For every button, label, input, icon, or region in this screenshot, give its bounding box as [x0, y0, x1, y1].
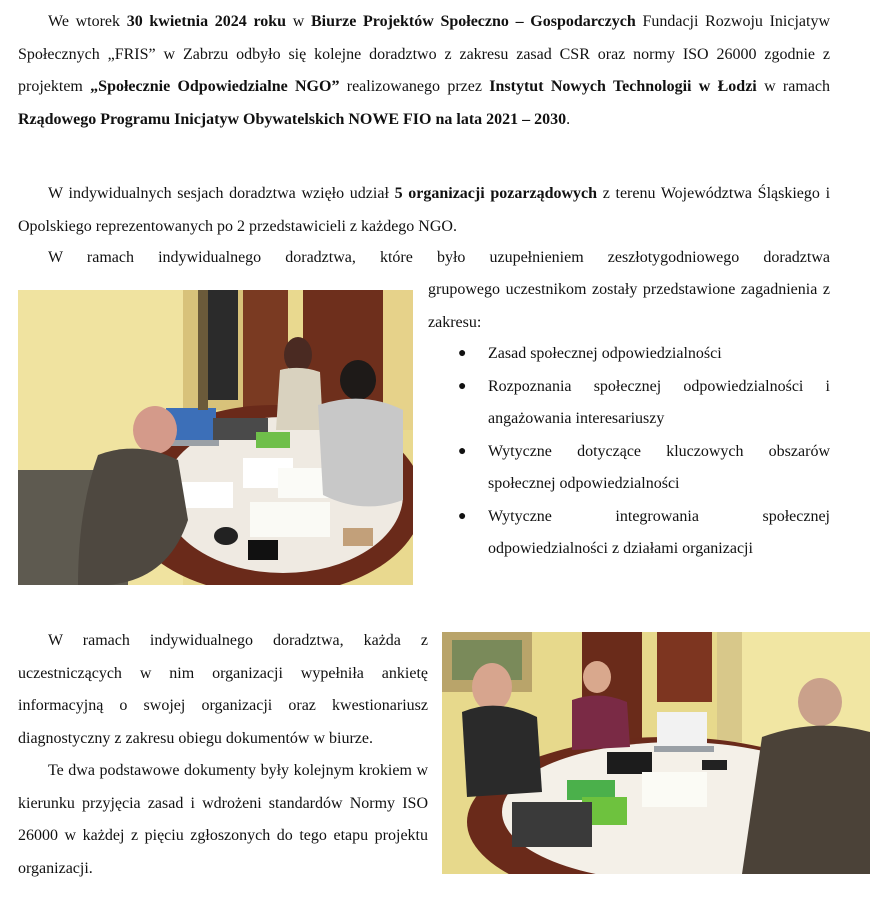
- participants-paragraph: W indywidualnych sesjach doradztwa wzięło udział 5 organizacji pozarządowych z terenu Województwa Śląskiego i Opolskiego reprezentowanych po 2 przedstawicieli z każdego NGO.: [18, 185, 831, 235]
- bullet-icon: ●: [458, 508, 467, 524]
- meeting-photo-2-image: [442, 632, 870, 874]
- topic-item: ● Wytyczne dotyczące kluczowych obszarów społecznej odpowiedzialności: [458, 436, 830, 501]
- topics-intro-line: W ramach indywidualnego doradztwa, które było uzupełnieniem zeszłotygodniowego doradztwa: [48, 249, 830, 266]
- intro-paragraph: We wtorek 30 kwietnia 2024 roku w Biurze Projektów Społeczno – Gospodarczych Fundacji Rozwoju Inicjatyw Społecznych „FRIS” w Zabrzu odbyło się kolejne doradztwo z zakresu zasad CSR oraz normy ISO 26000 zgodnie z projektem „Społecznie Odpowiedzialne NGO” realizowanego przez Instytut Nowych Technologii w Łodzi w ramach Rządowego Programu Inicjatyw Obywatelskich NOWE FIO na lata 2021 – 2030.: [18, 13, 831, 128]
- topics-intro-continuation: grupowego uczestnikom zostały przedstawione zagadnienia z zakresu:: [428, 281, 830, 331]
- meeting-photo-2: [442, 632, 870, 874]
- bullet-icon: ●: [458, 443, 467, 459]
- bullet-icon: ●: [458, 378, 467, 394]
- bullet-icon: ●: [458, 346, 467, 361]
- survey-paragraph: W ramach indywidualnego doradztwa, każda z uczestniczących w nim organizacji wypełniła ankietę informacyjną o swojej organizacji oraz kwestionariusz diagnostyczny z zakresu obiegu dokumentów w biurze.: [18, 632, 428, 747]
- topic-item: ● Zasad społecznej odpowiedzialności: [458, 338, 830, 371]
- meeting-photo-1: [18, 290, 413, 585]
- topics-list: [458, 338, 830, 566]
- topic-item: ● Wytyczne integrowania społecznej odpowiedzialności z działami organizacji: [458, 501, 830, 566]
- next-steps-paragraph: Te dwa podstawowe dokumenty były kolejnym krokiem w kierunku przyjęcia zasad i wdrożeni standardów Normy ISO 26000 w każdej z pięciu zgłoszonych do tego etapu projektu organizacji.: [18, 762, 428, 877]
- topic-item: ● Rozpoznania społecznej odpowiedzialności i angażowania interesariuszy: [458, 371, 830, 436]
- meeting-photo-1-image: [18, 290, 413, 585]
